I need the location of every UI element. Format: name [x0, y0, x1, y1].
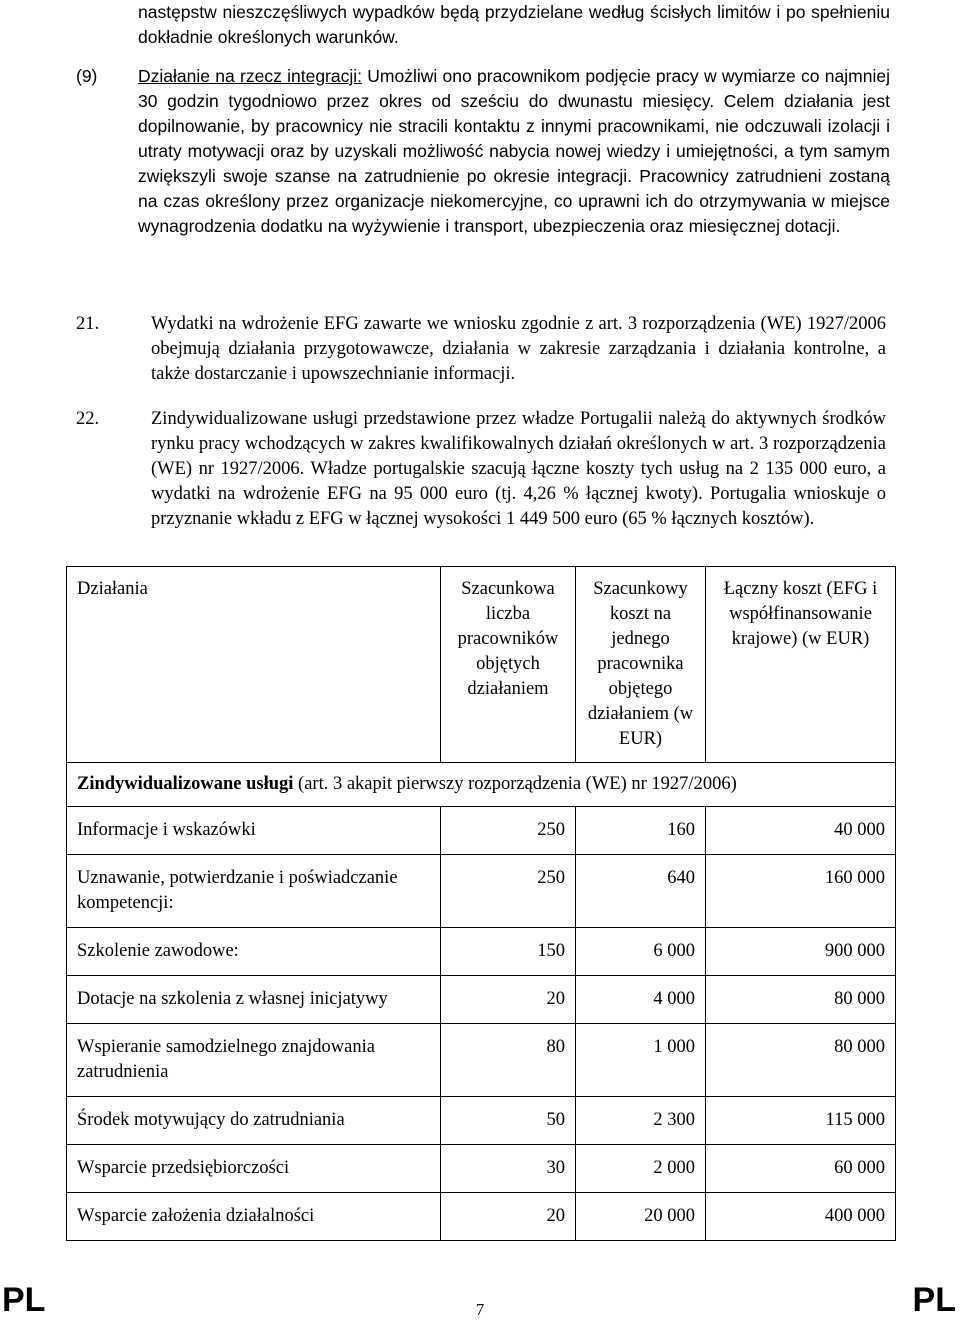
paragraph-21-number: 21. [76, 314, 100, 334]
paragraph-22-number: 22. [76, 409, 100, 429]
row-action: Środek motywujący do zatrudniania [67, 1097, 441, 1145]
footer-language-right: PL [912, 1281, 956, 1319]
row-action: Szkolenie zawodowe: [67, 928, 441, 976]
row-workers: 20 [441, 1193, 576, 1241]
row-workers: 20 [441, 976, 576, 1024]
table-row [67, 1097, 896, 1145]
row-total: 115 000 [706, 1097, 896, 1145]
paragraph-9-number: (9) [76, 66, 98, 86]
footer-language-left: PL [2, 1281, 46, 1319]
row-cost: 20 000 [576, 1193, 706, 1241]
row-cost: 2 000 [576, 1145, 706, 1193]
row-cost: 6 000 [576, 928, 706, 976]
row-cost: 640 [576, 855, 706, 928]
row-workers: 250 [441, 855, 576, 928]
row-total: 80 000 [706, 976, 896, 1024]
row-total: 160 000 [706, 855, 896, 928]
row-action: Wsparcie założenia działalności [67, 1193, 441, 1241]
paragraph-21: Wydatki na wdrożenie EFG zawarte we wniosku zgodnie z art. 3 rozporządzenia (WE) 1927/2006 obejmują działania przygotowawcze, działania w zakresie zarządzania i działania kontrolne, a także dostarczanie i upowszechnianie informacji. [151, 314, 886, 384]
row-action: Wspieranie samodzielnego znajdowania zatrudnienia [67, 1024, 441, 1097]
table-row [67, 1193, 896, 1241]
row-cost: 4 000 [576, 976, 706, 1024]
header-cost-per-worker: Szacunkowy koszt na jednego pracownika objętego działaniem (w EUR) [576, 567, 706, 763]
row-total: 900 000 [706, 928, 896, 976]
continued-paragraph: następstw nieszczęśliwych wypadków będą przydzielane według ścisłych limitów i po spełnieniu dokładnie określonych warunków. [138, 2, 890, 47]
row-workers: 50 [441, 1097, 576, 1145]
header-total-cost: Łączny koszt (EFG i współfinansowanie krajowe) (w EUR) [706, 567, 896, 763]
section-title [67, 763, 896, 807]
page-number: 7 [475, 1300, 485, 1319]
row-workers: 80 [441, 1024, 576, 1097]
paragraph-9 [138, 64, 890, 239]
header-workers: Szacunkowa liczba pracowników objętych działaniem [441, 567, 576, 763]
cost-table [66, 566, 896, 1241]
row-action: Informacje i wskazówki [67, 807, 441, 855]
table-row [67, 1145, 896, 1193]
row-cost: 160 [576, 807, 706, 855]
row-workers: 30 [441, 1145, 576, 1193]
table-section-row [67, 763, 896, 807]
table-row [67, 928, 896, 976]
paragraph-9-text: Umożliwi ono pracownikom podjęcie pracy w wymiarze co najmniej 30 godzin tygodniowo przez okres od sześciu do dwunastu miesięcy. Celem działania jest dopilnowanie, by pracownicy nie stracili kontaktu z innymi pracownikami, nie odczuwali izolacji i utraty motywacji oraz by uzyskali możliwość nabycia nowej wiedzy i umiejętności, a tym samym zwiększyli swoje szanse na zatrudnienie po okresie integracji. Pracownicy zatrudnieni zostaną na czas określony przez organizacje niekomercyjne, co uprawni ich do otrzymywania w miejsce wynagrodzenia dodatku na wyżywienie i transport, ubezpieczenia oraz miesięcznej dotacji. [138, 66, 890, 236]
row-action: Wsparcie przedsiębiorczości [67, 1145, 441, 1193]
section-title-rest: (art. 3 akapit pierwszy rozporządzenia (WE) nr 1927/2006) [293, 774, 737, 794]
row-total: 60 000 [706, 1145, 896, 1193]
table-row [67, 855, 896, 928]
row-action: Uznawanie, potwierdzanie i poświadczanie kompetencji: [67, 855, 441, 928]
row-total: 40 000 [706, 807, 896, 855]
table-row [67, 976, 896, 1024]
paragraph-22: Zindywidualizowane usługi przedstawione przez władze Portugalii należą do aktywnych środków rynku pracy wchodzących w zakres kwalifikowalnych działań określonych w art. 3 rozporządzenia (WE) nr 1927/2006. Władze portugalskie szacują łączne koszty tych usług na 2 135 000 euro, a wydatki na wdrożenie EFG na 95 000 euro (tj. 4,26 % łącznej kwoty). Portugalia wnioskuje o przyznanie wkładu z EFG w łącznej wysokości 1 449 500 euro (65 % łącznych kosztów). [151, 409, 886, 529]
header-actions: Działania [67, 567, 441, 763]
row-workers: 150 [441, 928, 576, 976]
row-workers: 250 [441, 807, 576, 855]
row-cost: 1 000 [576, 1024, 706, 1097]
table-row [67, 1024, 896, 1097]
row-action: Dotacje na szkolenia z własnej inicjatywy [67, 976, 441, 1024]
table-header-row [67, 567, 896, 763]
paragraph-9-heading: Działanie na rzecz integracji: [138, 66, 362, 86]
row-cost: 2 300 [576, 1097, 706, 1145]
row-total: 80 000 [706, 1024, 896, 1097]
table-row [67, 807, 896, 855]
row-total: 400 000 [706, 1193, 896, 1241]
section-title-bold: Zindywidualizowane usługi [77, 774, 294, 794]
